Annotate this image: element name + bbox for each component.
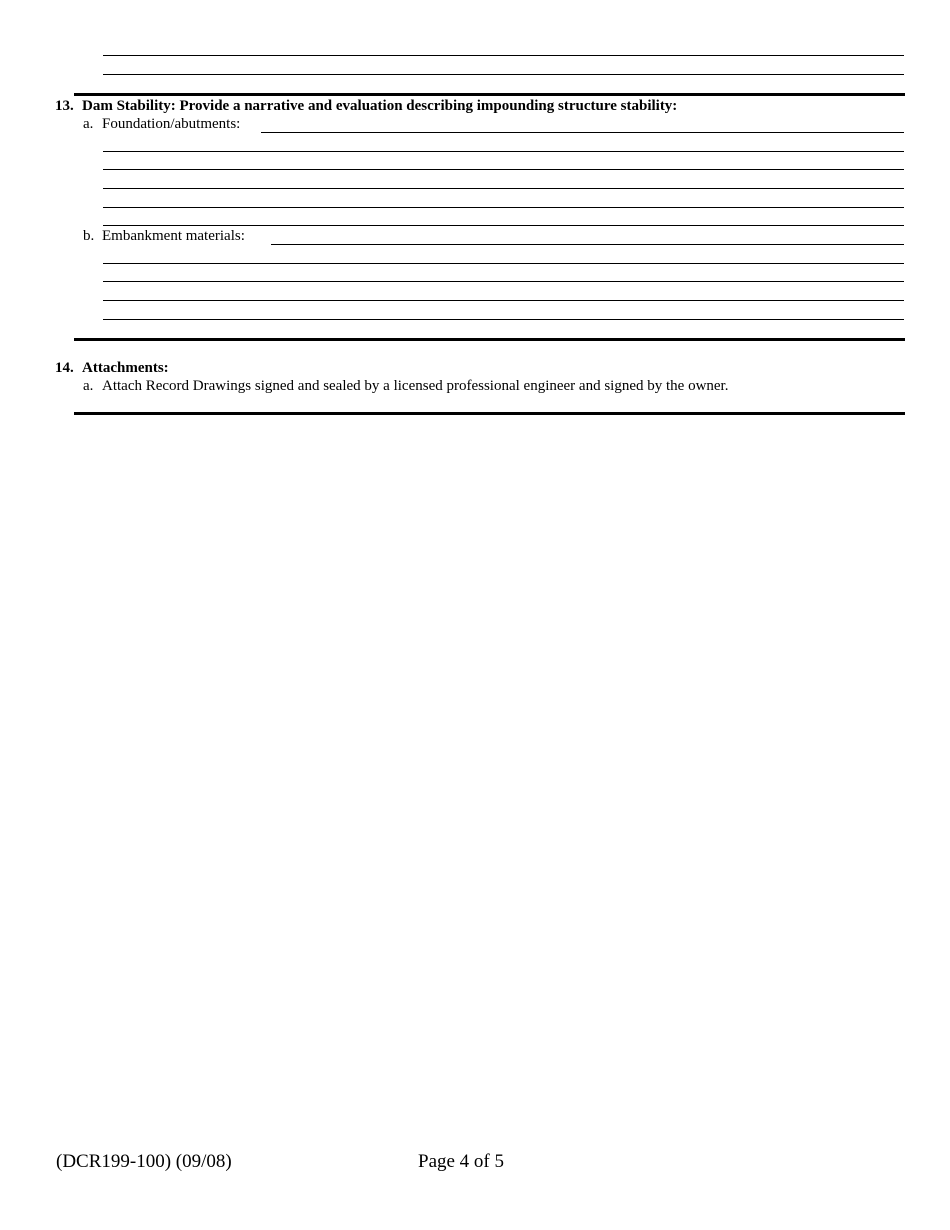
foundation-abutments-label: Foundation/abutments: (102, 116, 241, 132)
section-13a-letter: a. (83, 116, 94, 132)
embankment-materials-field-line-1[interactable] (271, 244, 904, 245)
section-14-bottom-rule (74, 412, 905, 415)
foundation-abutments-field-line-3[interactable] (103, 169, 904, 170)
foundation-abutments-field-line-2[interactable] (103, 151, 904, 152)
foundation-abutments-field-line-6[interactable] (103, 225, 904, 226)
embankment-materials-field-line-2[interactable] (103, 263, 904, 264)
section-13-bottom-rule (74, 338, 905, 341)
section-14-title: Attachments: (82, 360, 169, 376)
page-number: Page 4 of 5 (418, 1151, 505, 1172)
embankment-materials-field-line-5[interactable] (103, 319, 904, 320)
section-13-number: 13. (55, 98, 74, 114)
section-14-number: 14. (55, 360, 74, 376)
attachments-instruction-text: Attach Record Drawings signed and sealed by a licensed professional engineer and signed by the owner. (102, 378, 729, 394)
embankment-materials-label: Embankment materials: (102, 228, 245, 244)
form-id: (DCR199-100) (09/08) (56, 1151, 232, 1172)
section-13b-letter: b. (83, 228, 95, 244)
foundation-abutments-field-line-4[interactable] (103, 188, 904, 189)
foundation-abutments-field-line-5[interactable] (103, 207, 904, 208)
embankment-materials-field-line-3[interactable] (103, 281, 904, 282)
foundation-abutments-field-line-1[interactable] (261, 132, 904, 133)
prev-section-line-1[interactable] (103, 55, 904, 56)
embankment-materials-field-line-4[interactable] (103, 300, 904, 301)
section-13-title: Dam Stability: Provide a narrative and evaluation describing impounding structure stability: (82, 98, 678, 114)
prev-section-line-2[interactable] (103, 74, 904, 75)
section-13-top-rule (74, 93, 905, 96)
section-14a-letter: a. (83, 378, 94, 394)
